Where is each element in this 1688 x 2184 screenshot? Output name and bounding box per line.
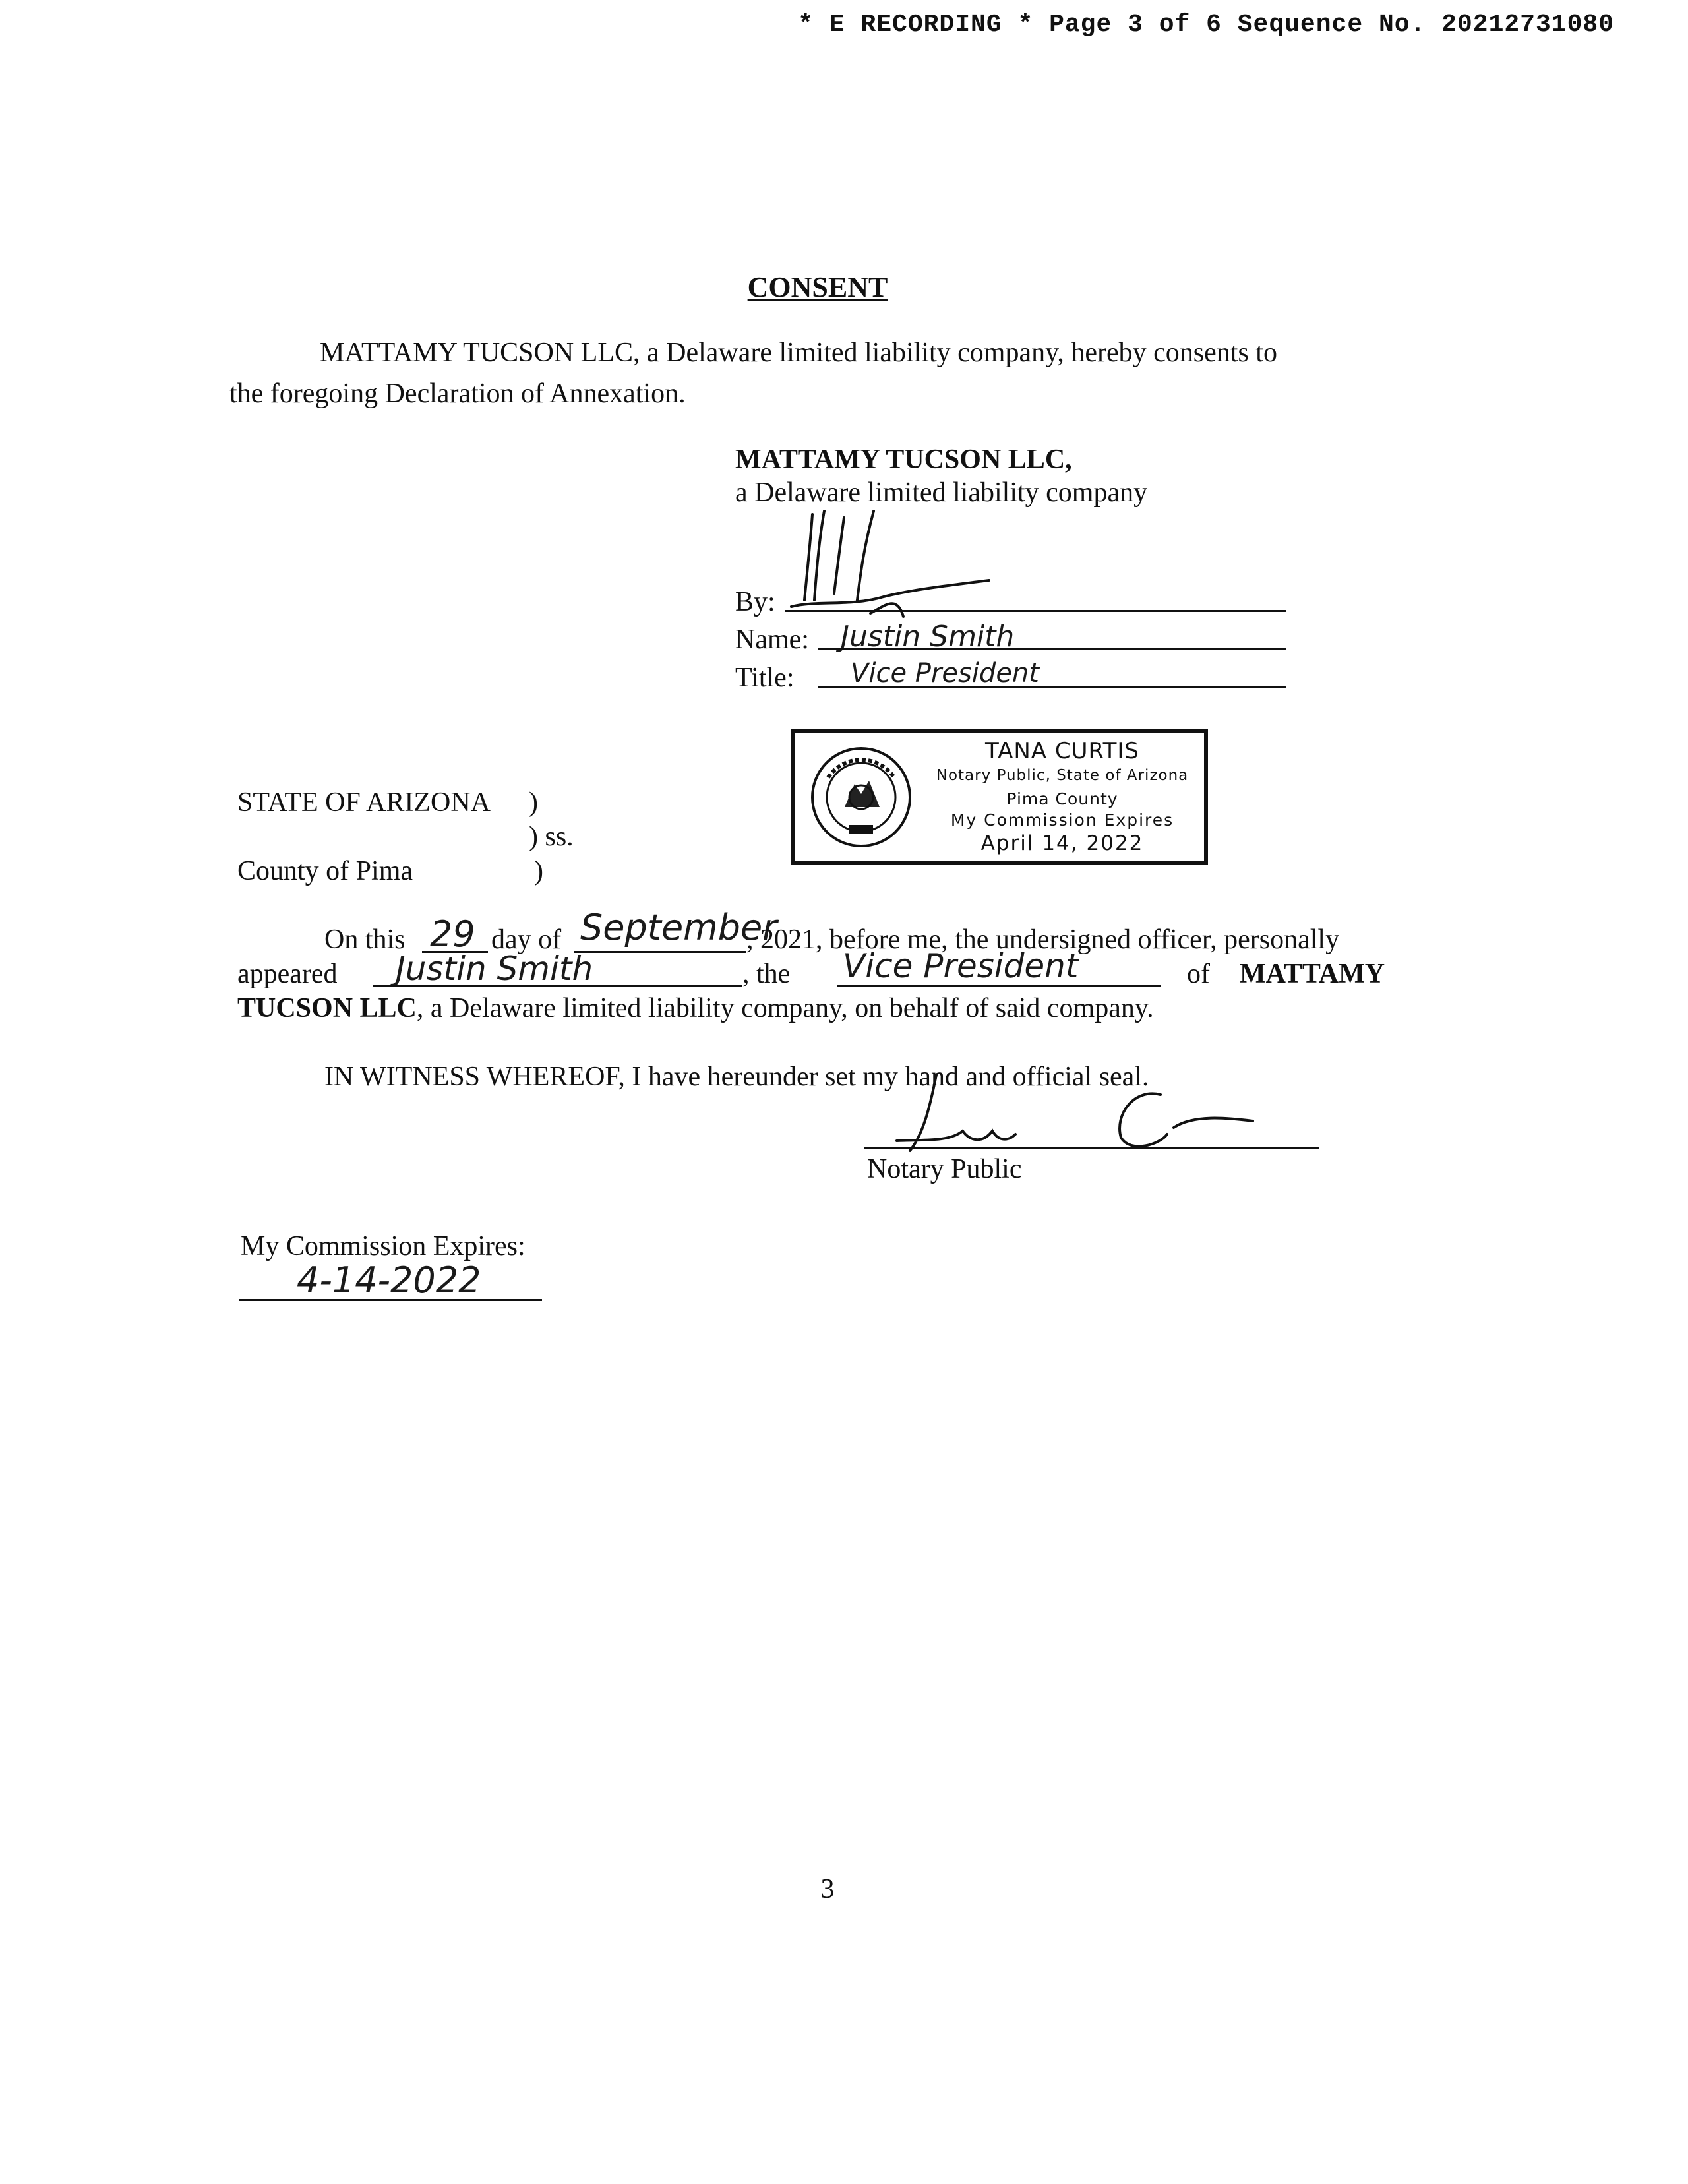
commission-label: My Commission Expires: <box>241 1231 526 1261</box>
commission-date-line <box>239 1299 542 1301</box>
by-line <box>785 610 1286 612</box>
ack-person-handwritten: Justin Smith <box>396 950 593 988</box>
consent-intro-line1: MATTAMY TUCSON LLC, a Delaware limited liability company, hereby consents to <box>320 338 1277 368</box>
notary-stamp-line4: April 14, 2022 <box>980 832 1144 855</box>
notary-signature-line <box>864 1147 1319 1149</box>
ack-day-handwritten: 29 <box>430 913 475 955</box>
notary-stamp-name: TANA CURTIS <box>984 738 1140 764</box>
notary-stamp-line3: My Commission Expires <box>950 810 1174 830</box>
notary-stamp <box>791 729 1208 865</box>
venue-paren-1: ) <box>529 787 538 818</box>
venue-county: County of Pima <box>237 856 413 886</box>
notary-stamp-line2: Pima County <box>1006 789 1118 808</box>
signature-company-desc: a Delaware limited liability company <box>735 477 1148 508</box>
consent-intro-line2: the foregoing Declaration of Annexation. <box>229 379 686 409</box>
recording-header: * E RECORDING * Page 3 of 6 Sequence No. 20212731080 <box>798 11 1614 39</box>
page-title: CONSENT <box>747 271 888 303</box>
ack-tucson-llc: TUCSON LLC <box>237 993 417 1023</box>
ack-day-of: day of <box>491 925 562 955</box>
page-number: 3 <box>820 1874 835 1904</box>
ack-appeared: appeared <box>237 959 338 989</box>
ack-position-handwritten: Vice President <box>843 947 1079 985</box>
ack-the: , the <box>742 959 791 989</box>
ack-line3-rest: , a Delaware limited liability company, on behalf of said company. <box>416 993 1154 1023</box>
ack-month-line <box>574 951 746 953</box>
notary-stamp-line1: Notary Public, State of Arizona <box>936 767 1189 784</box>
name-line <box>818 648 1286 650</box>
name-handwritten: Justin Smith <box>841 620 1015 653</box>
commission-date-handwritten: 4-14-2022 <box>297 1259 481 1301</box>
name-label: Name: <box>735 624 809 655</box>
by-label: By: <box>735 587 775 617</box>
ack-of: of <box>1187 959 1210 989</box>
venue-paren-3: ) <box>534 856 543 886</box>
title-handwritten: Vice President <box>851 658 1039 688</box>
ack-position-line <box>837 985 1160 987</box>
title-label: Title: <box>735 663 795 693</box>
title-line <box>818 686 1286 688</box>
venue-ss: ) ss. <box>529 822 574 852</box>
venue-state: STATE OF ARIZONA <box>237 787 491 818</box>
ack-person-line <box>373 985 742 987</box>
ack-on-this: On this <box>324 925 406 955</box>
notary-public-label: Notary Public <box>867 1154 1022 1184</box>
signature-company-name: MATTAMY TUCSON LLC, <box>735 444 1072 475</box>
ack-year-text: , 2021, before me, the undersigned officer, personally <box>746 925 1340 955</box>
state-seal-icon <box>808 744 914 850</box>
ack-month-handwritten: September <box>580 907 777 948</box>
witness-text: IN WITNESS WHEREOF, I have hereunder set my hand and official seal. <box>324 1062 1149 1092</box>
ack-mattamy: MATTAMY <box>1240 959 1385 989</box>
ack-line3 <box>237 992 1154 1025</box>
